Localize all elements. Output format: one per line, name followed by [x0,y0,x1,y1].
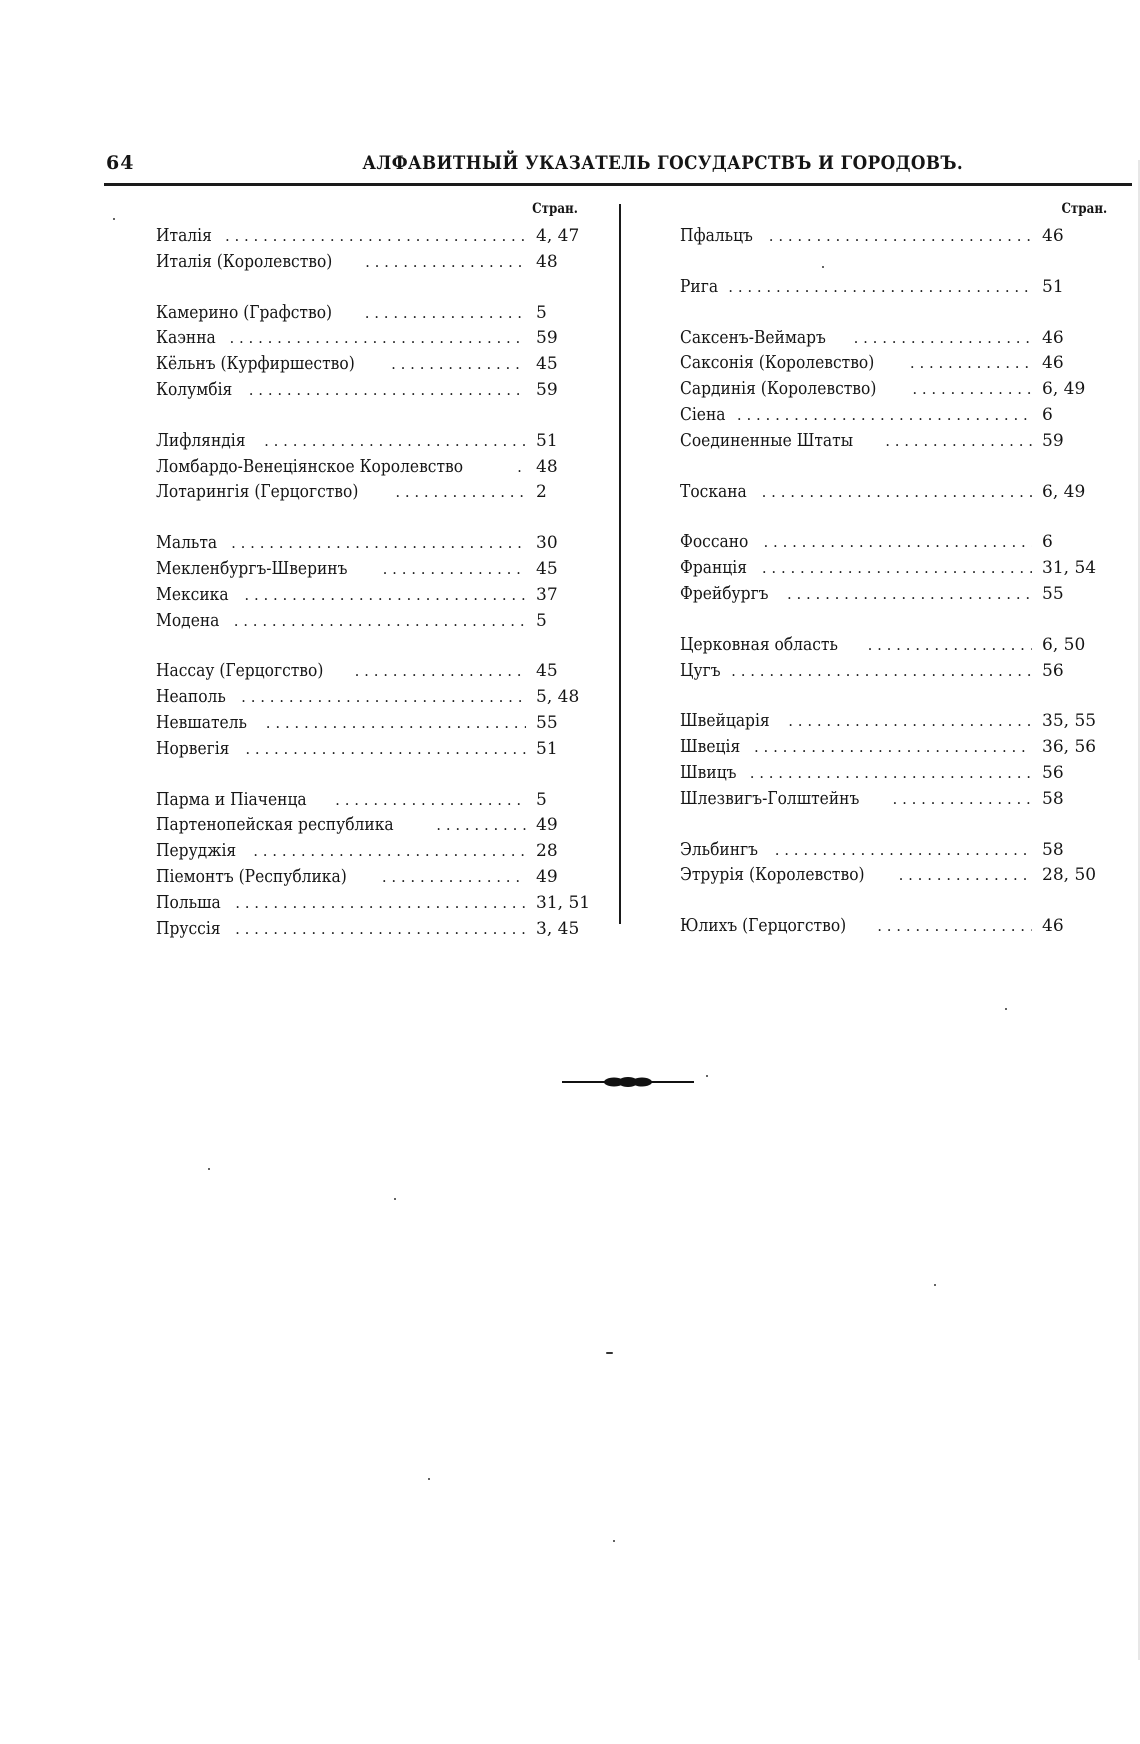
entry-pages: 45 [536,661,558,682]
dot-leader [731,659,1032,685]
index-entry [680,913,1114,939]
index-entry [156,325,600,351]
dot-leader [885,429,1032,455]
entry-pages: 46 [1042,327,1064,348]
dot-leader [264,429,526,455]
index-entry [156,479,600,505]
entry-pages: 6, 49 [1042,481,1086,502]
entry-name: Модена [156,609,220,631]
index-entry [156,377,600,403]
dot-leader [728,275,1032,301]
index-entry [680,658,1114,684]
index-entry [156,736,600,762]
index-entry [156,658,600,684]
dot-leader [893,787,1032,813]
entry-pages: 3, 45 [536,918,580,939]
entry-pages: 51 [536,430,558,451]
index-group [156,658,600,761]
index-group [680,708,1114,811]
entry-pages: 5 [536,302,547,323]
dot-leader [229,326,526,352]
dot-leader [877,914,1032,940]
entry-pages: 56 [1042,762,1064,783]
entry-pages: 6 [1042,532,1053,553]
index-group [156,223,600,275]
index-entry [680,555,1114,581]
entry-pages: 6, 50 [1042,634,1086,655]
index-entry [680,376,1114,402]
entry-pages: 49 [536,815,558,836]
entry-name: Лотарингія (Герцогство) [156,481,359,503]
index-column-right [680,201,1114,964]
entry-name: Пруссія [156,917,221,939]
tailpiece-ornament-icon [562,1075,694,1089]
dot-leader [787,582,1032,608]
index-entry [156,300,600,326]
index-group [680,913,1114,939]
dot-leader [225,224,526,250]
entry-pages: 36, 56 [1042,737,1097,758]
header-rule [104,183,1132,186]
entry-name: Неаполь [156,686,226,708]
index-group [680,325,1114,454]
dot-leader [775,838,1032,864]
dot-leader [266,711,526,737]
index-entry [680,786,1114,812]
entry-name: Соединенные Штаты [680,429,854,451]
entry-name: Каэнна [156,327,216,349]
index-group [680,223,1114,249]
index-group [680,479,1114,505]
index-entry [680,837,1114,863]
index-entry [156,556,600,582]
entry-name: Этрурія (Королевство) [680,864,865,886]
entry-pages: 5 [536,610,547,631]
entry-pages: 46 [1042,916,1064,937]
dot-leader [899,863,1032,889]
entry-name: Сардинія (Королевство) [680,378,877,400]
entry-pages: 55 [536,712,558,733]
index-entry [156,351,600,377]
index-entry [680,350,1114,376]
index-entry [156,710,600,736]
entry-pages: 56 [1042,660,1064,681]
index-entry [156,838,600,864]
index-group [680,274,1114,300]
dot-leader [249,378,526,404]
entry-name: Парма и Піаченца [156,788,307,810]
entry-name: Перуджія [156,840,237,862]
entry-name: Колумбія [156,378,233,400]
index-group [680,837,1114,889]
entry-name: Піемонтъ (Республика) [156,865,347,887]
dot-leader [241,685,526,711]
entry-name: Шлезвигъ-Голштейнъ [680,787,860,809]
index-entry [680,862,1114,888]
dot-leader [395,480,526,506]
entry-name: Фрейбургъ [680,582,769,604]
index-group [156,428,600,505]
index-group [680,529,1114,606]
entry-pages: 55 [1042,583,1064,604]
entry-name: Пфальцъ [680,225,753,246]
entry-pages: 46 [1042,226,1064,246]
entry-name: Церковная область [680,633,838,655]
entry-name: Норвегія [156,737,230,759]
index-group [156,530,600,633]
index-entry [680,529,1114,555]
entry-pages: 46 [1042,353,1064,374]
entry-name: Италія [156,225,212,246]
entry-pages: 5, 48 [536,687,580,708]
entry-name: Невшатель [156,711,247,733]
index-entry [680,581,1114,607]
entry-name: Партенопейская республика [156,814,394,836]
entry-name: Цугъ [680,659,721,681]
dot-leader [788,709,1032,735]
dot-leader [382,865,526,891]
index-entry [680,479,1114,505]
entry-pages: 28, 50 [1042,865,1097,886]
entry-name: Нассау (Герцогство) [156,660,324,682]
entry-name: Ломбардо-Венеціянское Королевство [156,455,464,477]
entry-name: Саксонія (Королевство) [680,352,875,374]
entry-pages: 48 [536,456,558,477]
dot-leader [910,351,1032,377]
index-entry [156,916,600,942]
index-entry [680,632,1114,658]
entry-pages: 31, 51 [536,892,591,913]
entry-pages: 6 [1042,404,1053,425]
index-entry [156,787,600,813]
entry-name: Франція [680,557,747,579]
page-number: 64 [106,152,135,174]
entry-name: Польша [156,891,221,913]
entry-pages: 59 [1042,430,1064,451]
dot-leader [235,891,526,917]
entry-pages: 45 [536,558,558,579]
page-column-label: Стран. [1061,201,1108,217]
entry-name: Эльбингъ [680,838,759,860]
index-entry [156,608,600,634]
index-entry [156,454,600,480]
index-entry [156,812,600,838]
entry-pages: 28 [536,841,558,862]
index-group [156,300,600,403]
entry-name: Швеція [680,736,741,758]
entry-name: Лифляндія [156,429,246,451]
dot-leader [436,813,526,839]
entry-name: Мексика [156,583,229,605]
entry-name: Швицъ [680,761,737,783]
index-entry [680,760,1114,786]
dot-leader [762,556,1032,582]
index-entry [156,223,600,249]
entry-pages: 51 [536,738,558,759]
entry-pages: 6, 49 [1042,379,1086,400]
index-entry [156,864,600,890]
entry-name: Тоскана [680,480,747,502]
page-title: АЛФАВИТНЫЙ УКАЗАТЕЛЬ ГОСУДАРСТВЪ И ГОРОДОВЪ. [362,152,964,174]
page-column-label: Стран. [532,201,578,217]
index-entry [156,890,600,916]
entry-pages: 35, 55 [1042,711,1097,732]
dot-leader [391,352,526,378]
dot-leader [517,455,526,481]
dot-leader [769,224,1032,250]
dot-leader [231,531,526,557]
column-divider [619,204,621,924]
dot-leader [750,761,1032,787]
index-entry [680,223,1114,249]
entry-name: Саксенъ-Веймаръ [680,326,826,348]
entry-pages: 58 [1042,788,1064,809]
entry-pages: 37 [536,584,558,605]
dot-leader [365,301,526,327]
entry-name: Швейцарія [680,710,770,732]
index-entry [156,428,600,454]
index-entry [156,582,600,608]
entry-name: Юлихъ (Герцогство) [680,915,847,937]
entry-name: Кёльнъ (Курфиршество) [156,353,355,375]
entry-name: Мекленбургъ-Шверинъ [156,557,348,579]
entry-pages: 30 [536,533,558,554]
index-entry [680,402,1114,428]
entry-name: Камерино (Графство) [156,301,333,323]
index-entry [680,325,1114,351]
dot-leader [253,839,526,865]
index-column-left [156,201,600,966]
entry-pages: 49 [536,866,558,887]
index-entry [680,274,1114,300]
dot-leader [335,788,526,814]
entry-pages: 48 [536,251,558,272]
entry-pages: 2 [536,482,547,503]
dot-leader [854,326,1032,352]
index-entry [680,428,1114,454]
index-entry [680,734,1114,760]
dot-leader [244,583,526,609]
dot-leader [234,609,526,635]
dot-leader [383,557,526,583]
dot-leader [754,735,1032,761]
entry-name: Фоссано [680,531,749,553]
index-group [680,632,1114,684]
running-head [100,148,1120,184]
entry-pages: 5 [536,789,547,810]
index-group [156,787,600,942]
entry-pages: 58 [1042,839,1064,860]
entry-name: Италія (Королевство) [156,250,333,272]
index-entry [156,530,600,556]
dot-leader [912,377,1032,403]
index-entry [156,684,600,710]
entry-pages: 45 [536,354,558,375]
dot-leader [868,633,1032,659]
dot-leader [764,530,1032,556]
index-entry [680,708,1114,734]
dot-leader [365,250,526,276]
dot-leader [762,480,1032,506]
dot-leader [235,917,526,943]
entry-pages: 59 [536,328,558,349]
entry-pages: 31, 54 [1042,558,1097,579]
entry-pages: 59 [536,379,558,400]
dot-leader [355,659,526,685]
entry-name: Рига [680,275,719,297]
entry-pages: 4, 47 [536,226,580,246]
entry-name: Мальта [156,532,218,554]
index-entry [156,249,600,275]
entry-name: Сіена [680,403,726,425]
dot-leader [737,403,1032,429]
dot-leader [245,737,526,763]
entry-pages: 51 [1042,276,1064,297]
